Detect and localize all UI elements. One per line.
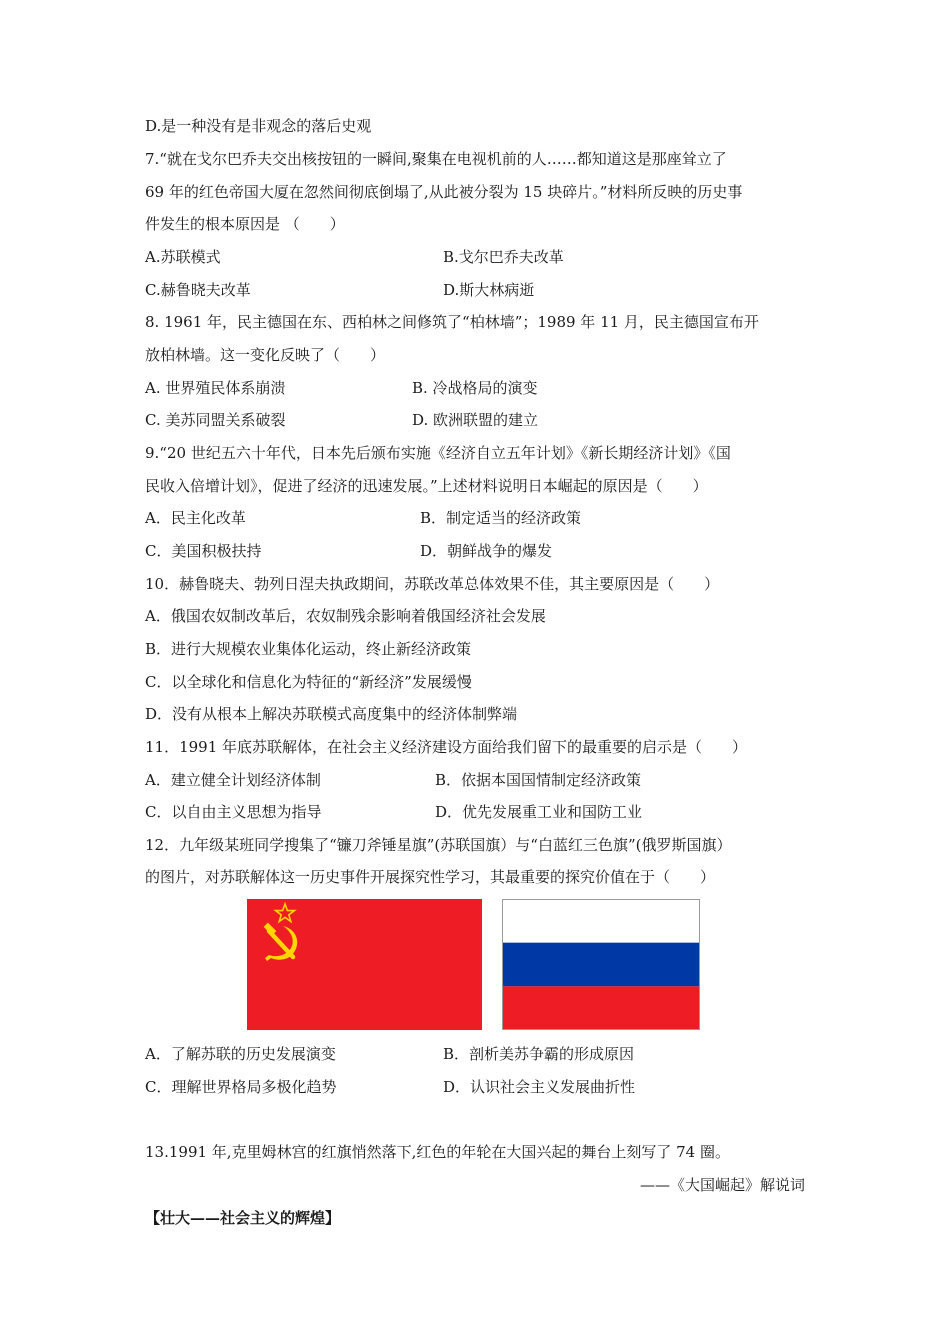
question-9-text-line-1: 9.“20 世纪五六十年代，日本先后颁布实施《经济自立五年计划》《新长期经济计划》《国 (145, 444, 731, 462)
q8-option-d: D. 欧洲联盟的建立 (412, 411, 539, 429)
ussr-flag-image (247, 899, 482, 1030)
q7-option-c: C.赫鲁晓夫改革 (145, 281, 251, 299)
russia-flag-image (502, 899, 700, 1030)
q9-option-d: D．朝鲜战争的爆发 (420, 542, 553, 560)
question-12-text-line-2: 的图片，对苏联解体这一历史事件开展探究性学习，其最重要的探究价值在于（ ） (145, 868, 716, 886)
q12-option-b: B．剖析美苏争霸的形成原因 (443, 1045, 635, 1063)
question-10-text: 10．赫鲁晓夫、勃列日涅夫执政期间，苏联改革总体效果不佳，其主要原因是（ ） (145, 575, 720, 593)
q12-option-d: D．认识社会主义发展曲折性 (443, 1078, 636, 1096)
question-12-text-line-1: 12．九年级某班同学搜集了“镰刀斧锤星旗”(苏联国旗）与“白蓝红三色旗”(俄罗斯国旗） (145, 836, 732, 854)
q11-option-b: B．依据本国国情制定经济政策 (435, 771, 642, 789)
q12-option-c: C．理解世界格局多极化趋势 (145, 1078, 337, 1096)
q8-option-c: C. 美苏同盟关系破裂 (145, 411, 286, 429)
question-13-text: 13.1991 年,克里姆林宫的红旗悄然落下,红色的年轮在大国兴起的舞台上刻写了 74 圈。 (145, 1143, 730, 1161)
question-9-text-line-2: 民收入倍增计划》，促进了经济的迅速发展。”上述材料说明日本崛起的原因是（ ） (145, 477, 708, 495)
q7-option-d: D.斯大林病逝 (443, 281, 535, 299)
russia-flag-white-stripe (502, 899, 700, 943)
question-11-text: 11．1991 年底苏联解体，在社会主义经济建设方面给我们留下的最重要的启示是（ ） (145, 738, 748, 756)
section-heading: 【壮大——社会主义的辉煌】 (145, 1209, 341, 1227)
question-8-text-line-1: 8. 1961 年，民主德国在东、西柏林之间修筑了“柏林墙”；1989 年 11 月，民主德国宣布开 (145, 313, 759, 331)
q8-option-a: A. 世界殖民体系崩溃 (145, 379, 286, 397)
q7-option-a: A.苏联模式 (145, 248, 221, 266)
q9-option-b: B．制定适当的经济政策 (420, 509, 582, 527)
q10-option-d: D．没有从根本上解决苏联模式高度集中的经济体制弊端 (145, 705, 518, 723)
q8-option-b: B. 冷战格局的演变 (412, 379, 538, 397)
q9-option-a: A．民主化改革 (145, 509, 246, 527)
q7-option-b: B.戈尔巴乔夫改革 (443, 248, 564, 266)
russia-flag-red-stripe (502, 986, 700, 1030)
option-d-previous: D.是一种没有是非观念的落后史观 (145, 117, 372, 135)
question-7-text-line-3: 件发生的根本原因是 （ ） (145, 215, 345, 233)
q12-option-a: A．了解苏联的历史发展演变 (145, 1045, 336, 1063)
q10-option-c: C．以全球化和信息化为特征的“新经济”发展缓慢 (145, 673, 472, 691)
quote-source: ——《大国崛起》解说词 (639, 1176, 805, 1194)
q11-option-a: A．建立健全计划经济体制 (145, 771, 321, 789)
question-7-text-line-2: 69 年的红色帝国大厦在忽然间彻底倒塌了,从此被分裂为 15 块碎片。”材料所反映的历史事 (145, 183, 743, 201)
q9-option-c: C．美国积极扶持 (145, 542, 262, 560)
q10-option-b: B．进行大规模农业集体化运动，终止新经济政策 (145, 640, 472, 658)
russia-flag-blue-stripe (502, 943, 700, 987)
q10-option-a: A．俄国农奴制改革后，农奴制残余影响着俄国经济社会发展 (145, 607, 546, 625)
question-8-text-line-2: 放柏林墙。这一变化反映了（ ） (145, 346, 386, 364)
question-7-text-line-1: 7.“就在戈尔巴乔夫交出核按钮的一瞬间,聚集在电视机前的人……都知道这是那座耸立了 (145, 150, 727, 168)
q11-option-d: D．优先发展重工业和国防工业 (435, 803, 643, 821)
q11-option-c: C．以自由主义思想为指导 (145, 803, 322, 821)
